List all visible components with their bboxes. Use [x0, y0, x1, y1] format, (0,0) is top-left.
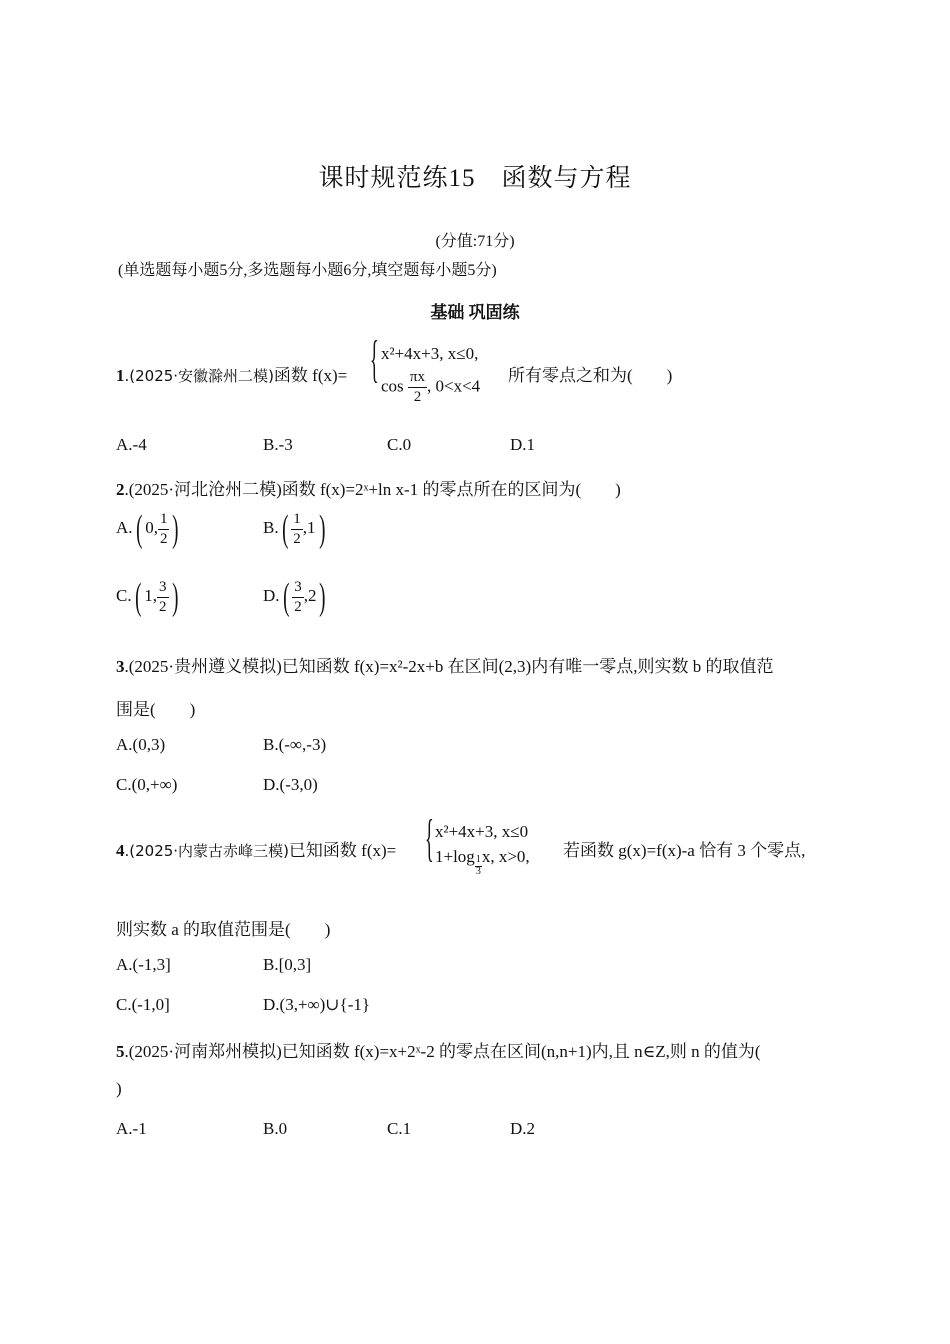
question-1: [116, 361, 347, 386]
fraction: $\frac{\pi x}{2}$: [409, 369, 425, 405]
question-number: 2: [116, 480, 125, 499]
log-base: $\frac{1}{3}$: [475, 854, 481, 877]
option-c[interactable]: C.( 1, $\frac{3}{2}$ ): [116, 576, 178, 618]
piecewise-row: x²+4x+3, x≤0,: [381, 344, 479, 363]
option-c[interactable]: C.1: [387, 1119, 412, 1138]
option-b[interactable]: B.( $\frac{1}{2}$ ,1): [263, 508, 325, 550]
option-d[interactable]: D.(3,+∞)∪{-1}: [263, 995, 371, 1014]
question-text-tail: 若函数 g(x)=f(x)-a 恰有 3 个零点,: [563, 841, 806, 860]
piecewise-brace: {: [370, 331, 379, 388]
piecewise-row: x²+4x+3, x≤0: [435, 822, 529, 841]
question-4: [116, 836, 396, 861]
question-text: .(2025·河北沧州二模)函数 f(x)=2ˣ+ln x-1 的零点所在的区间为( ): [124, 480, 621, 499]
question-3: [116, 652, 773, 677]
page-title: 课时规范练15 函数与方程: [318, 165, 632, 192]
question-text: 已知函数 f(x)=: [288, 841, 397, 860]
option-a[interactable]: A.-1: [116, 1119, 147, 1138]
option-c[interactable]: C.(-1,0]: [116, 995, 170, 1014]
question-text-line2: 则实数 a 的取值范围是( ): [116, 920, 331, 939]
option-d[interactable]: D.1: [510, 435, 536, 454]
option-b[interactable]: B.(-∞,-3): [263, 735, 327, 754]
question-text-line2: 围是( ): [116, 700, 196, 719]
option-b[interactable]: B.-3: [263, 435, 293, 454]
question-source: .(2025·内蒙古赤峰三模): [124, 842, 289, 860]
question-number: 5: [116, 1042, 125, 1061]
question-text: 函数 f(x)=: [273, 366, 348, 385]
option-d[interactable]: D.(-3,0): [263, 775, 318, 794]
question-text: .(2025·贵州遵义模拟)已知函数 f(x)=x²-2x+b 在区间(2,3)内有唯一零点,则实数 b 的取值范: [124, 657, 774, 676]
option-c[interactable]: C.(0,+∞): [116, 775, 178, 794]
option-b[interactable]: B.[0,3]: [263, 955, 312, 974]
scoring-rules: (单选题每小题5分,多选题每小题6分,填空题每小题5分): [118, 262, 497, 279]
option-d[interactable]: D.( $\frac{3}{2}$ ,2): [263, 576, 326, 618]
piecewise-brace: {: [425, 810, 434, 867]
option-a[interactable]: A.(-1,3]: [116, 955, 171, 974]
option-d[interactable]: D.2: [510, 1119, 536, 1138]
question-number: 4: [116, 841, 125, 860]
question-number: 3: [116, 657, 125, 676]
question-number: 1: [116, 366, 125, 385]
option-b[interactable]: B.0: [263, 1119, 288, 1138]
option-c[interactable]: C.0: [387, 435, 412, 454]
question-text-line2: ): [116, 1079, 122, 1098]
option-a[interactable]: A.( 0, $\frac{1}{2}$ ): [116, 508, 179, 550]
question-text-tail: 所有零点之和为( ): [508, 366, 673, 385]
option-a[interactable]: A.(0,3): [116, 735, 166, 754]
piecewise-row: 1+log $\frac{1}{3}x$, x>0,: [435, 847, 530, 877]
section-heading: 基础 巩固练: [430, 303, 520, 322]
question-source: .(2025·安徽滁州二模): [124, 367, 274, 385]
question-2: [116, 475, 621, 500]
piecewise-row: cos $\frac{\pi x}{2}$ , 0<x<4: [381, 369, 481, 405]
question-text: .(2025·河南郑州模拟)已知函数 f(x)=x+2ˣ-2 的零点在区间(n,n+1)内,且 n∈Z,则 n 的值为(: [124, 1042, 761, 1061]
score-note: (分值:71分): [435, 233, 515, 250]
option-a[interactable]: A.-4: [116, 435, 147, 454]
question-5: [116, 1037, 761, 1062]
